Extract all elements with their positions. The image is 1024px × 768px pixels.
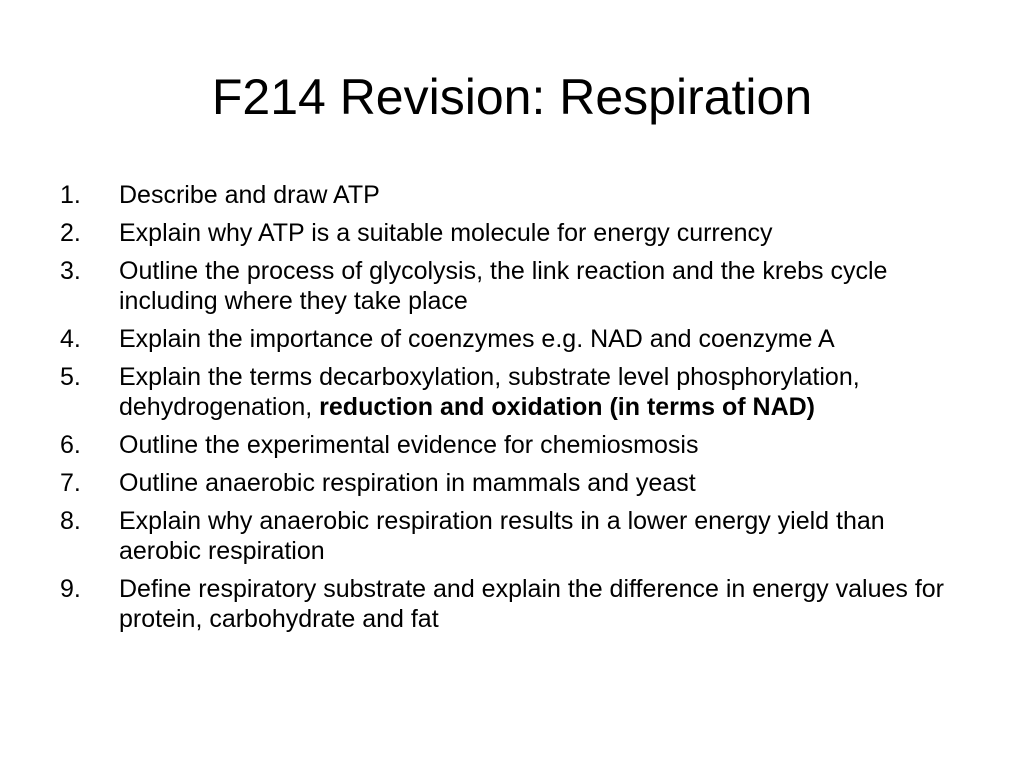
- item-number: 7.: [60, 469, 81, 497]
- list-item: [60, 574, 960, 634]
- item-number: 1.: [60, 181, 81, 209]
- item-text-regular: Describe and draw ATP: [119, 181, 380, 209]
- slide-title: F214 Revision: Respiration: [211, 69, 813, 125]
- item-text: [119, 506, 960, 566]
- item-number: 6.: [60, 431, 81, 459]
- item-text: [119, 180, 960, 210]
- item-text: [119, 430, 960, 460]
- item-text: [119, 218, 960, 248]
- item-text: [119, 574, 960, 634]
- item-text-regular: Explain the terms decarboxylation, substrate level phosphorylation, dehydrogenation,: [119, 363, 860, 421]
- item-text: [119, 468, 960, 498]
- list-item: [60, 506, 960, 566]
- item-text: [119, 324, 960, 354]
- list-item: [60, 218, 960, 248]
- list-item: [60, 324, 960, 354]
- item-number: 3.: [60, 257, 81, 285]
- item-number: 2.: [60, 219, 81, 247]
- list-item: [60, 362, 960, 422]
- item-text-bold: reduction and oxidation (in terms of NAD): [319, 393, 816, 421]
- item-number: 5.: [60, 363, 81, 391]
- list-item: [60, 180, 960, 210]
- item-text-regular: Define respiratory substrate and explain the difference in energy values for protein, carbohydrate and fat: [119, 575, 945, 633]
- item-text-regular: Outline the process of glycolysis, the link reaction and the krebs cycle including where they take place: [119, 257, 888, 315]
- item-number: 4.: [60, 325, 81, 353]
- item-text: [119, 362, 960, 422]
- item-text-regular: Outline the experimental evidence for chemiosmosis: [119, 431, 699, 459]
- item-text: [119, 256, 960, 316]
- item-number: 8.: [60, 507, 81, 535]
- list-item: [60, 468, 960, 498]
- revision-list: [60, 180, 960, 642]
- item-text-regular: Explain why anaerobic respiration results in a lower energy yield than aerobic respiration: [119, 507, 885, 565]
- item-number: 9.: [60, 575, 81, 603]
- list-item: [60, 256, 960, 316]
- list-item: [60, 430, 960, 460]
- item-text-regular: Outline anaerobic respiration in mammals and yeast: [119, 469, 696, 497]
- item-text-regular: Explain why ATP is a suitable molecule for energy currency: [119, 219, 773, 247]
- item-text-regular: Explain the importance of coenzymes e.g. NAD and coenzyme A: [119, 325, 835, 353]
